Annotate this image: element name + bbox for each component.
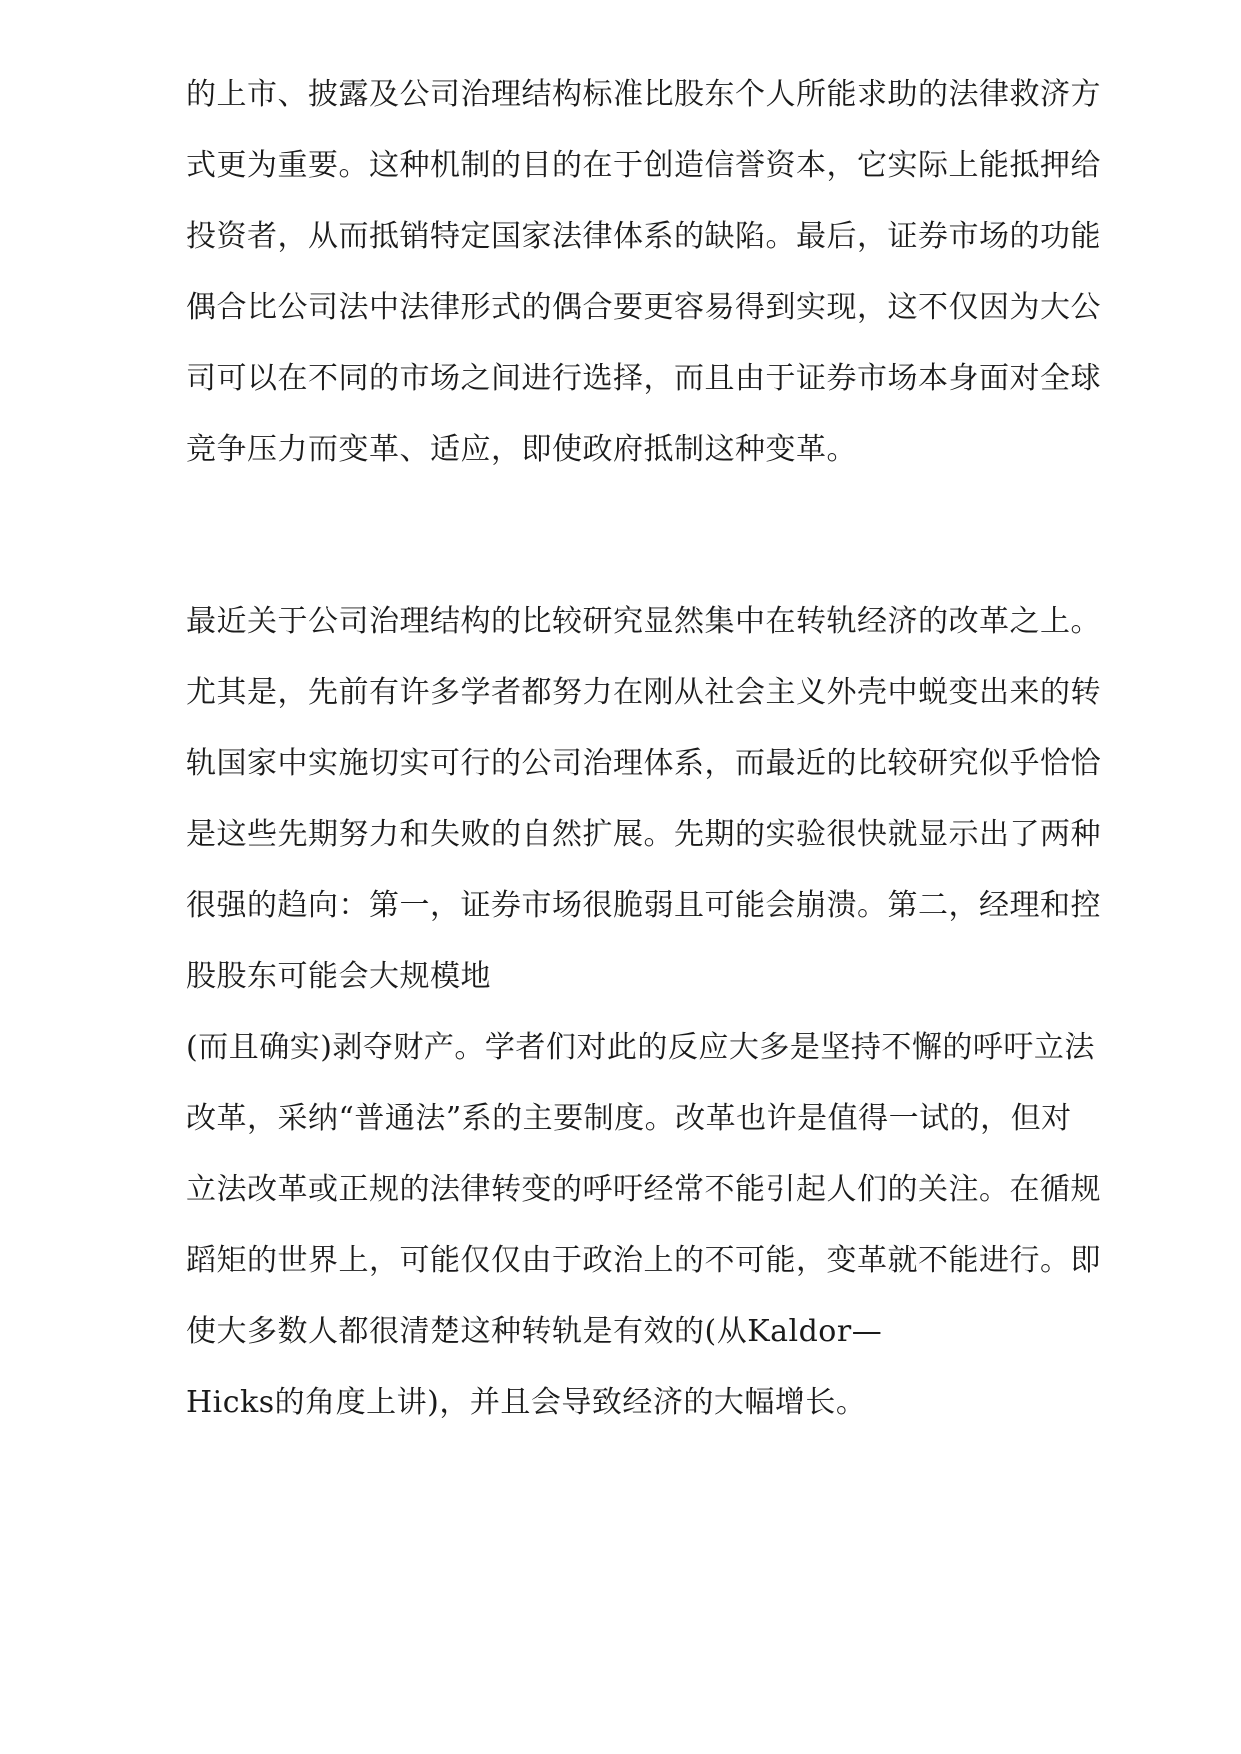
text-line: 轨国家中实施切实可行的公司治理体系，而最近的比较研究似乎恰恰 xyxy=(186,746,1101,781)
text-line: 蹈矩的世界上，可能仅仅由于政治上的不可能，变革就不能进行。即 xyxy=(186,1243,1101,1278)
text-line: 最近关于公司治理结构的比较研究显然集中在转轨经济的改革之上。 xyxy=(186,604,1101,639)
paragraph-1 xyxy=(186,59,1116,485)
text-line: (而且确实)剥夺财产。学者们对此的反应大多是坚持不懈的呼吁立法 xyxy=(186,1030,1095,1065)
text-line: 是这些先期努力和失败的自然扩展。先期的实验很快就显示出了两种 xyxy=(186,817,1101,852)
text-line: 改革，采纳“普通法”系的主要制度。改革也许是值得一试的，但对 xyxy=(186,1101,1072,1136)
text-line: 股股东可能会大规模地 xyxy=(186,959,491,994)
text-line: 使大多数人都很清楚这种转轨是有效的(从Kaldor— xyxy=(186,1314,883,1349)
text-line: 尤其是，先前有许多学者都努力在刚从社会主义外壳中蜕变出来的转 xyxy=(186,675,1101,710)
paragraph-2 xyxy=(186,586,1116,1438)
text-line: Hicks的角度上讲)，并且会导致经济的大幅增长。 xyxy=(186,1385,867,1420)
text-line: 司可以在不同的市场之间进行选择，而且由于证券市场本身面对全球 xyxy=(186,361,1101,396)
text-line: 式更为重要。这种机制的目的在于创造信誉资本，它实际上能抵押给 xyxy=(186,148,1101,183)
text-line: 立法改革或正规的法律转变的呼吁经常不能引起人们的关注。在循规 xyxy=(186,1172,1101,1207)
text-line: 偶合比公司法中法律形式的偶合要更容易得到实现，这不仅因为大公 xyxy=(186,290,1101,325)
text-line: 竞争压力而变革、适应，即使政府抵制这种变革。 xyxy=(186,432,857,467)
text-line: 的上市、披露及公司治理结构标准比股东个人所能求助的法律救济方 xyxy=(186,77,1101,112)
text-line: 投资者，从而抵销特定国家法律体系的缺陷。最后，证券市场的功能 xyxy=(186,219,1101,254)
text-line: 很强的趋向：第一，证券市场很脆弱且可能会崩溃。第二，经理和控 xyxy=(186,888,1101,923)
